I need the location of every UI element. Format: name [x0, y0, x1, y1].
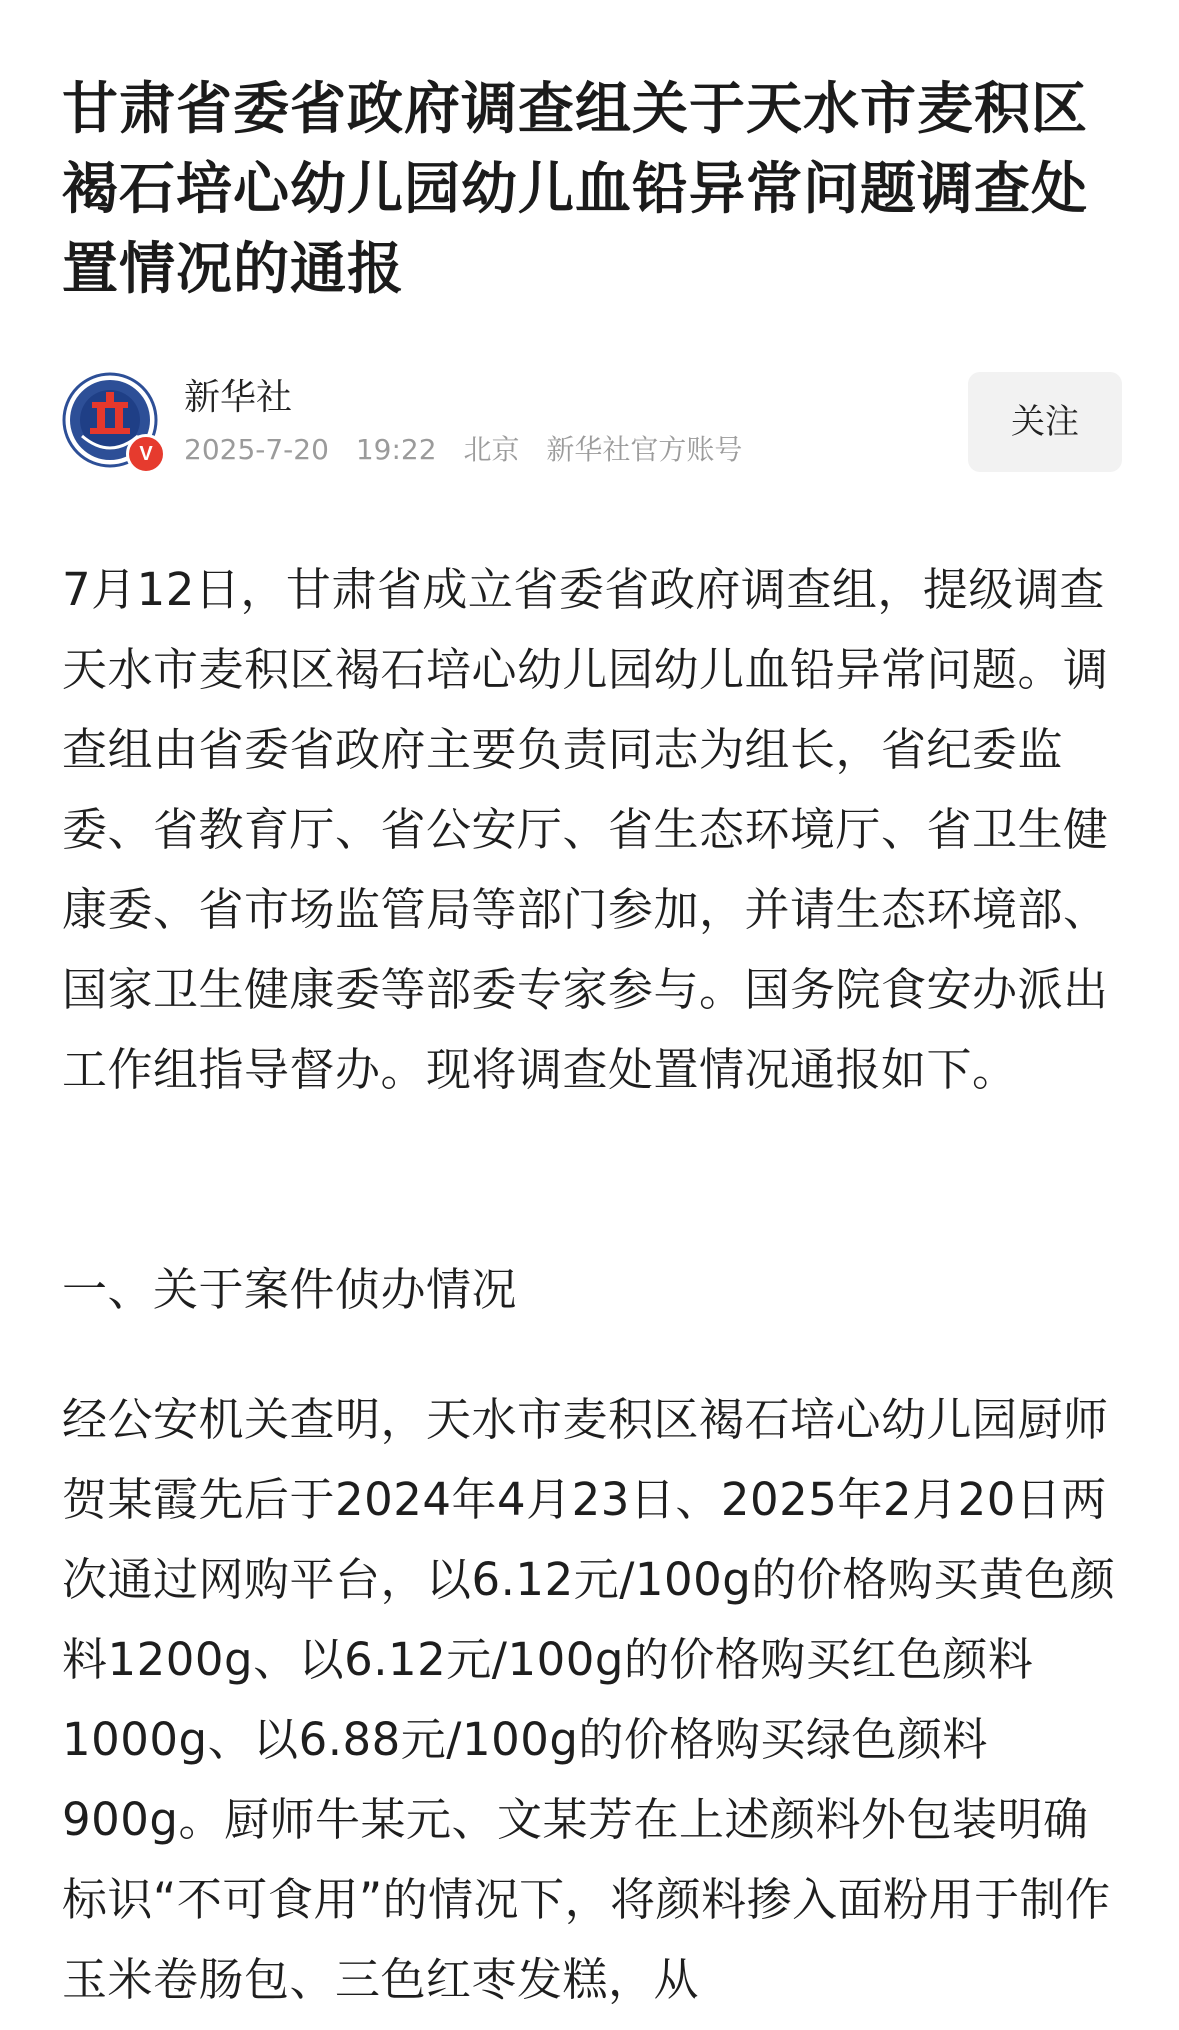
author-avatar[interactable]	[62, 372, 158, 468]
publish-time: 19:22	[355, 433, 437, 466]
article-title: 甘肃省委省政府调查组关于天水市麦积区褐石培心幼儿园幼儿血铅异常问题调查处置情况的通报	[62, 77, 1088, 302]
section-heading: 一、关于案件侦办情况	[62, 1263, 518, 1316]
author-row	[62, 372, 1122, 482]
author-meta	[184, 432, 760, 468]
account-type: 新华社官方账号	[546, 433, 743, 466]
publish-location: 北京	[463, 433, 520, 466]
paragraph-case: 经公安机关查明，天水市麦积区褐石培心幼儿园厨师贺某霞先后于2024年4月23日、2025年2月20日两次通过网购平台，以6.12元/100g的价格购买黄色颜料1200g、以6.12元/100g的价格购买红色颜料1000g、以6.88元/100g的价格购买绿色颜料900g。厨师牛某元、文某芳在上述颜料外包装明确标识“不可食用”的情况下，将颜料掺入面粉用于制作玉米卷肠包、三色红枣发糕，从	[62, 1393, 1116, 2006]
paragraph-intro: 7月12日，甘肃省成立省委省政府调查组，提级调查天水市麦积区褐石培心幼儿园幼儿血铅异常问题。调查组由省委省政府主要负责同志为组长，省纪委监委、省教育厅、省公安厅、省生态环境厅、省卫生健康委、省市场监管局等部门参加，并请生态环境部、国家卫生健康委等部委专家参与。国务院食安办派出工作组指导督办。现将调查处置情况通报如下。	[62, 563, 1109, 1096]
follow-button[interactable]: 关注	[968, 372, 1122, 472]
publish-date: 2025-7-20	[184, 433, 329, 466]
verified-badge: V	[126, 434, 166, 474]
author-name[interactable]: 新华社	[184, 377, 293, 418]
